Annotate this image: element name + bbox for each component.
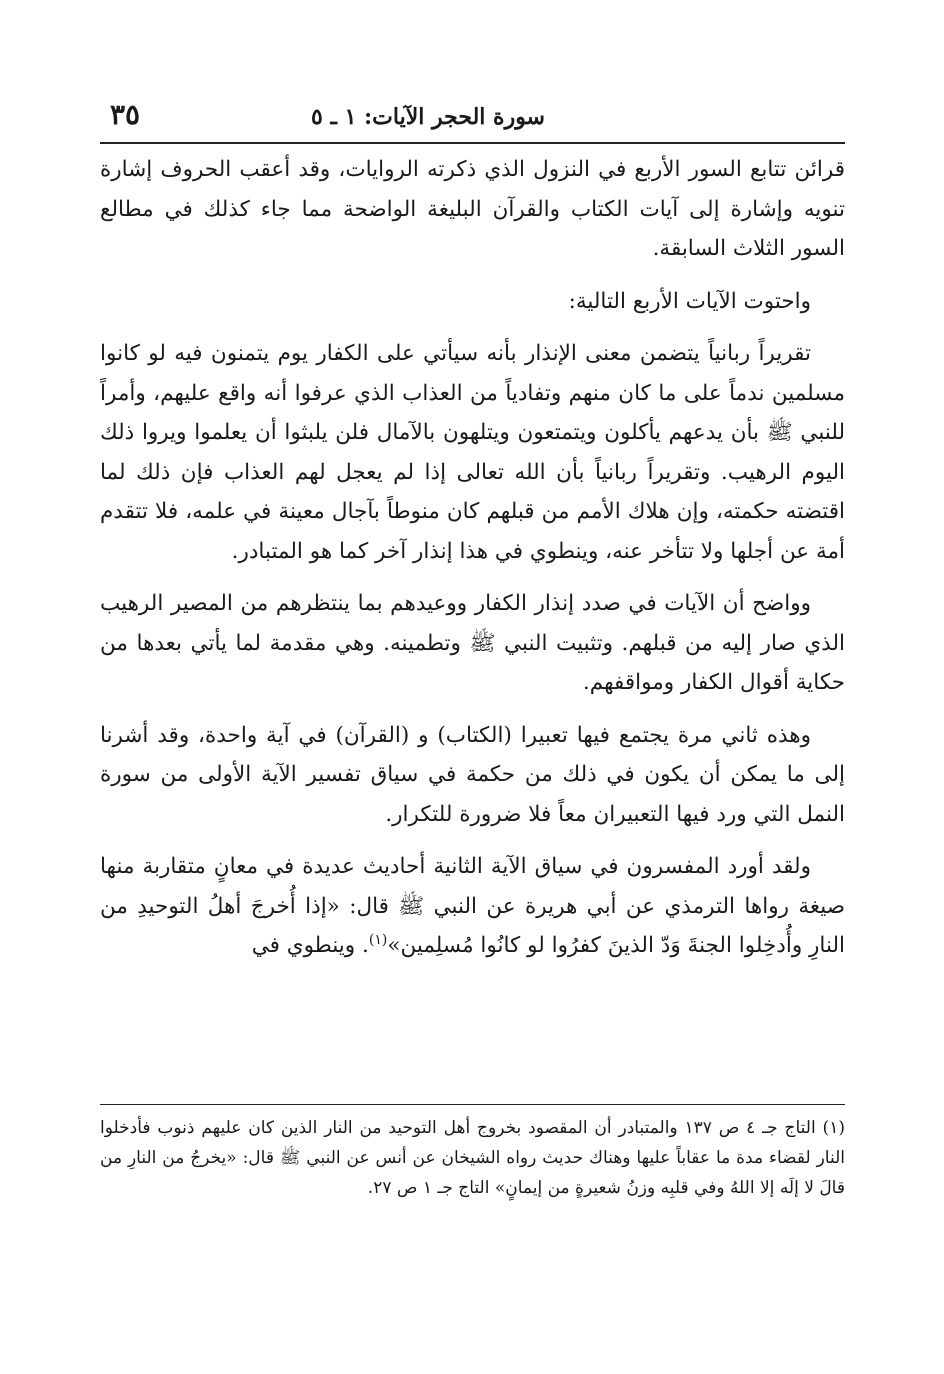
footnote-1: (١) التاج جـ ٤ ص ١٣٧ والمتبادر أن المقصود بخروج أهل التوحيد من النار الذين كان عليهم ذنوب فأدخلوا النار لقضاء مدة ما عقاباً عليها وهناك حديث رواه الشيخان عن أنس عن النبي ﷺ قال: «يخرجُ من النارِ من قالَ لا إلَه إلا اللهُ وفي قلبِه وزنُ شعيرةٍ من إيمانٍ» التاج جـ ١ ص ٢٧. <box>100 1118 845 1198</box>
paragraph-5: وهذه ثاني مرة يجتمع فيها تعبيرا (الكتاب) و (القرآن) في آية واحدة، وقد أشرنا إلى ما يمكن أن يكون في ذلك من حكمة في سياق تفسير الآية الأولى من سورة النمل التي ورد فيها التعبيران معاً فلا ضرورة للتكرار. <box>100 722 845 827</box>
running-header <box>100 96 845 144</box>
paragraph-1: قرائن تتابع السور الأربع في النزول الذي ذكرته الروايات، وقد أعقب الحروف إشارة تنويه وإشارة إلى آيات الكتاب والقرآن البليغة الواضحة مما جاء كذلك في مطالع السور الثلاث السابقة. <box>100 157 845 261</box>
paragraph-2: واحتوت الآيات الأربع التالية: <box>568 288 811 314</box>
paragraph-6 <box>100 847 845 966</box>
paragraph-6-text: ولقد أورد المفسرون في سياق الآية الثانية أحاديث عديدة في معانٍ متقاربة منها صيغة رواها الترمذي عن أبي هريرة عن النبي ﷺ قال: «إذا أُخرجَ أهلُ التوحيدِ من النارِ وأُدخِلوا الجنةَ وَدّ الذينَ كفرُوا لو كانُوا مُسلِمين» <box>100 854 845 958</box>
footnotes-section <box>100 1104 845 1203</box>
paragraph-4: وواضح أن الآيات في صدد إنذار الكفار ووعيدهم بما ينتظرهم من المصير الرهيب الذي صار إليه من قبلهم. وتثبيت النبي ﷺ وتطمينه. وهي مقدمة لما يأتي بعدها من حكاية أقوال الكفار ومواقفهم. <box>100 591 845 695</box>
paragraph-6-tail: . وينطوي في <box>251 933 369 958</box>
body-text <box>100 150 845 979</box>
running-title: سورة الحجر الآيات: ١ ـ ٥ <box>310 104 545 130</box>
footnote-reference: (١) <box>368 931 388 948</box>
page-number: ٣٥ <box>110 98 141 131</box>
paragraph-3: تقريراً ربانياً يتضمن معنى الإنذار بأنه سيأتي على الكفار يوم يتمنون فيه لو كانوا مسلمين ندماً على ما كان منهم وتفادياً من العذاب الذي عرفوا أنه واقع عليهم، وأمراً للنبي ﷺ بأن يدعهم يأكلون ويتمتعون ويتلهون بالآمال فلن يلبثوا أن يعلموا ويروا ذلك اليوم الرهيب. وتقريراً ربانياً بأن الله تعالى إذا لم يعجل لهم العذاب فإن ذلك لما اقتضته حكمته، وإن هلاك الأمم من قبلهم كان منوطاً بآجال معينة في علمه، فلا تتقدم أمة عن أجلها ولا تتأخر عنه، وينطوي في هذا إنذار آخر كما هو المتبادر. <box>100 341 845 564</box>
